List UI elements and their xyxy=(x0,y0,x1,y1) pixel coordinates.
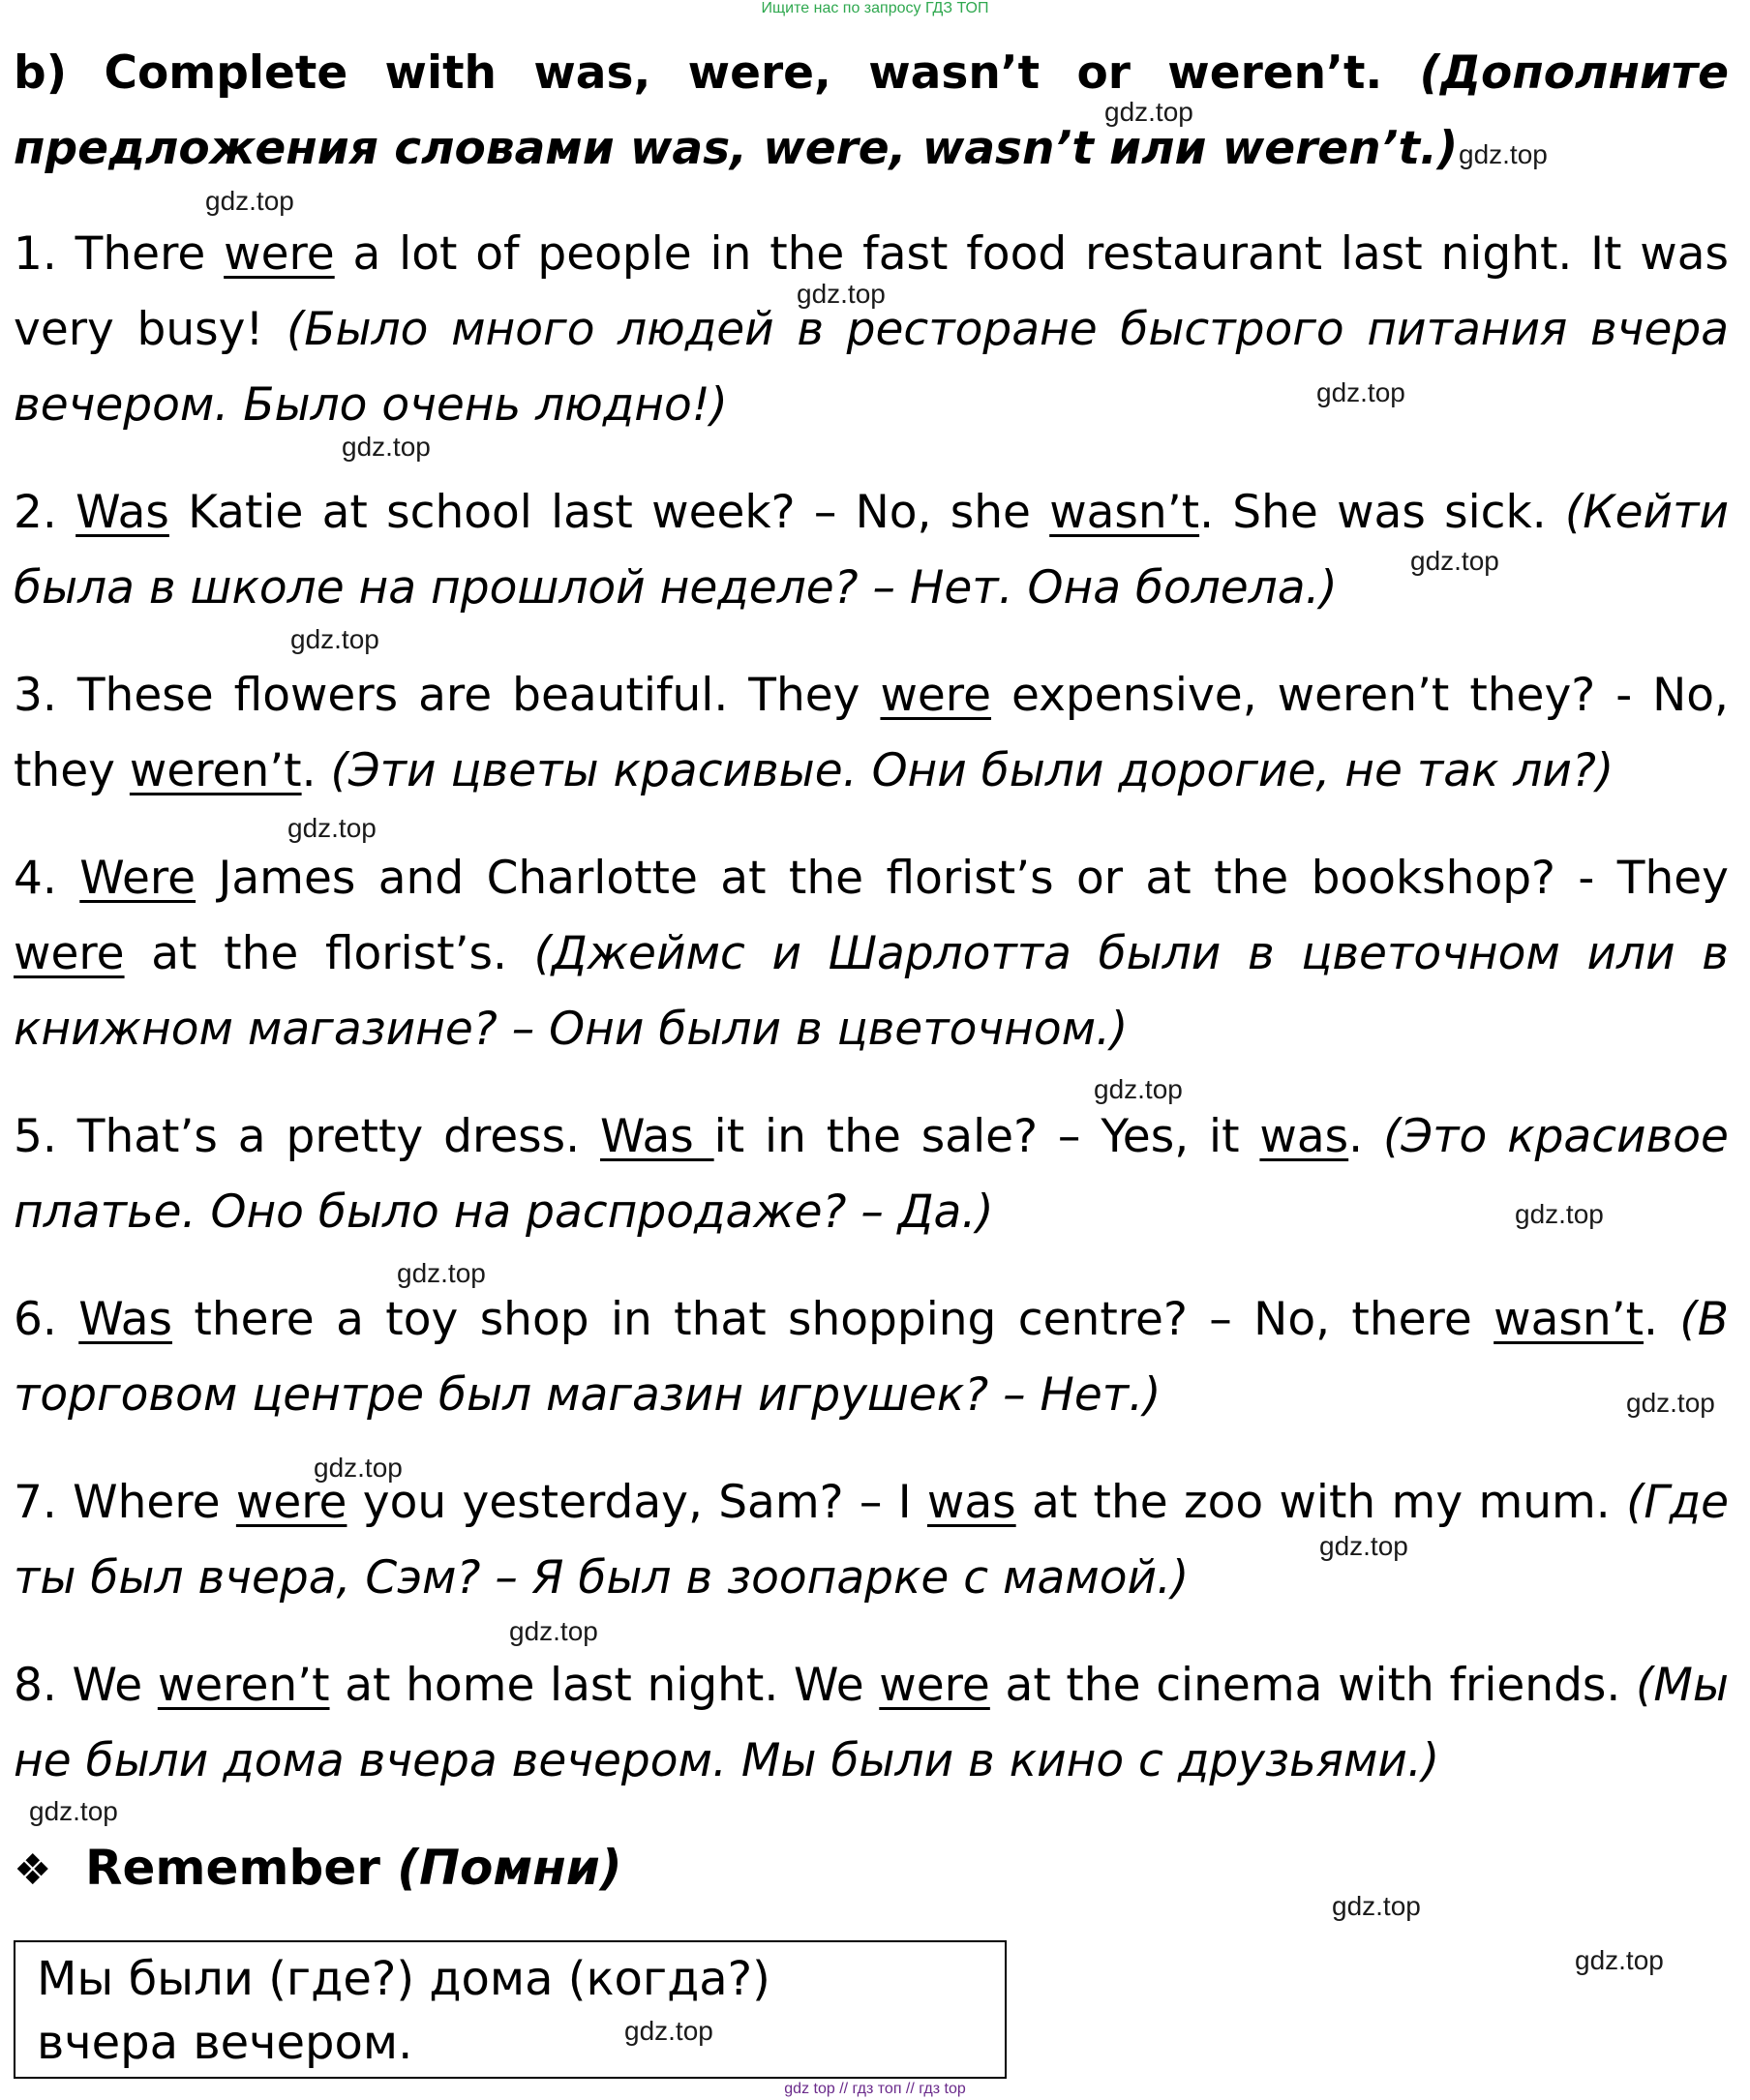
watermark: gdz.top xyxy=(797,279,886,309)
answer-werent: weren’t xyxy=(129,744,302,797)
answer-was: Was xyxy=(78,1293,172,1346)
item-4-line-2: were at the florist’s. (Джеймс и Шарлотта были в цветочном или в xyxy=(14,927,1729,980)
watermark: gdz.top xyxy=(290,624,379,654)
item-2-line-1: 2. Was Katie at school last week? – No, she wasn’t. She was sick. (Кейти xyxy=(14,486,1729,539)
watermark: gdz.top xyxy=(1626,1388,1715,1418)
diamond-bullet-icon: ❖ xyxy=(14,1845,52,1895)
item-4-line-3: книжном магазине? – Они были в цветочном.) xyxy=(14,1003,1129,1056)
watermark: gdz.top xyxy=(342,432,431,462)
watermark: gdz.top xyxy=(1316,377,1405,407)
title-line-2: предложения словами was, were, wasn’t или weren’t.) xyxy=(14,122,1459,175)
watermark: gdz.top xyxy=(205,186,294,216)
answer-were: were xyxy=(224,227,335,281)
title-translation-start: (Дополните xyxy=(1419,46,1729,100)
item-4-line-1: 4. Were James and Charlotte at the florist’s or at the bookshop? - They xyxy=(14,852,1729,905)
answer-was: Was xyxy=(75,486,169,539)
answer-were: were xyxy=(14,927,125,980)
answer-wasnt: wasn’t xyxy=(1049,486,1200,539)
item-2-line-2: была в школе на прошлой неделе? – Нет. Она болела.) xyxy=(14,561,1338,615)
watermark: gdz.top xyxy=(287,813,377,843)
item-1-line-2: very busy! (Было много людей в ресторане быстрого питания вчера xyxy=(14,303,1729,356)
title-line-1 xyxy=(14,45,1729,103)
answer-were: were xyxy=(235,1476,347,1529)
answer-were: were xyxy=(880,669,992,722)
item-1-line-3: вечером. Было очень людно!) xyxy=(14,378,728,432)
watermark: gdz.top xyxy=(1575,1945,1664,1975)
item-1-line-1: 1. There were a lot of people in the fast food restaurant last night. It was xyxy=(14,227,1729,281)
watermark: gdz.top xyxy=(509,1616,598,1646)
item-8-line-1: 8. We weren’t at home last night. We were at the cinema with friends. (Мы xyxy=(14,1659,1729,1712)
title-instruction: b) Complete with was, were, wasn’t or weren’t. xyxy=(14,46,1383,100)
watermark: gdz.top xyxy=(1410,546,1499,576)
item-8-line-2: не были дома вчера вечером. Мы были в кино с друзьями.) xyxy=(14,1734,1440,1787)
watermark: gdz.top xyxy=(1104,97,1193,127)
item-5-line-1: 5. That’s a pretty dress. Was it in the sale? – Yes, it was. (Это красивое xyxy=(14,1110,1729,1163)
answer-was: Was xyxy=(599,1110,714,1163)
remember-box-line-1: Мы были (где?) дома (когда?) xyxy=(37,1952,770,2006)
answer-wasnt: wasn’t xyxy=(1494,1293,1644,1346)
top-banner: Ищите нас по запросу ГДЗ ТОП xyxy=(761,0,989,16)
watermark: gdz.top xyxy=(1459,139,1548,169)
bottom-banner: gdz top // гдз топ // гдз top xyxy=(784,2081,966,2097)
watermark: gdz.top xyxy=(29,1796,118,1826)
remember-box xyxy=(14,1940,1007,2079)
item-6-line-1: 6. Was there a toy shop in that shopping centre? – No, there wasn’t. (В xyxy=(14,1293,1729,1346)
answer-werent: weren’t xyxy=(157,1659,330,1712)
watermark: gdz.top xyxy=(1515,1199,1604,1229)
watermark: gdz.top xyxy=(397,1258,486,1288)
answer-were: were xyxy=(879,1659,990,1712)
remember-box-line-2: вчера вечером. xyxy=(37,2016,413,2070)
answer-was: was xyxy=(926,1476,1016,1529)
answer-was: was xyxy=(1259,1110,1349,1163)
watermark: gdz.top xyxy=(1319,1531,1408,1561)
item-7-line-2: ты был вчера, Сэм? – Я был в зоопарке с мамой.) xyxy=(14,1551,1190,1605)
watermark: gdz.top xyxy=(314,1453,403,1483)
item-5-line-2: платье. Оно было на распродаже? – Да.) xyxy=(14,1185,994,1239)
item-6-line-2: торговом центре был магазин игрушек? – Нет.) xyxy=(14,1368,1162,1422)
item-3-line-2: they weren’t. (Эти цветы красивые. Они были дорогие, не так ли?) xyxy=(14,744,1614,797)
item-7-line-1: 7. Where were you yesterday, Sam? – I was at the zoo with my mum. (Где xyxy=(14,1476,1729,1529)
answer-were: Were xyxy=(79,852,196,905)
watermark: gdz.top xyxy=(1332,1891,1421,1921)
remember-heading: ❖ Remember (Помни) xyxy=(14,1839,885,1900)
watermark: gdz.top xyxy=(624,2016,713,2046)
item-3-line-1: 3. These flowers are beautiful. They were expensive, weren’t they? - No, xyxy=(14,669,1729,722)
watermark: gdz.top xyxy=(1094,1074,1183,1104)
